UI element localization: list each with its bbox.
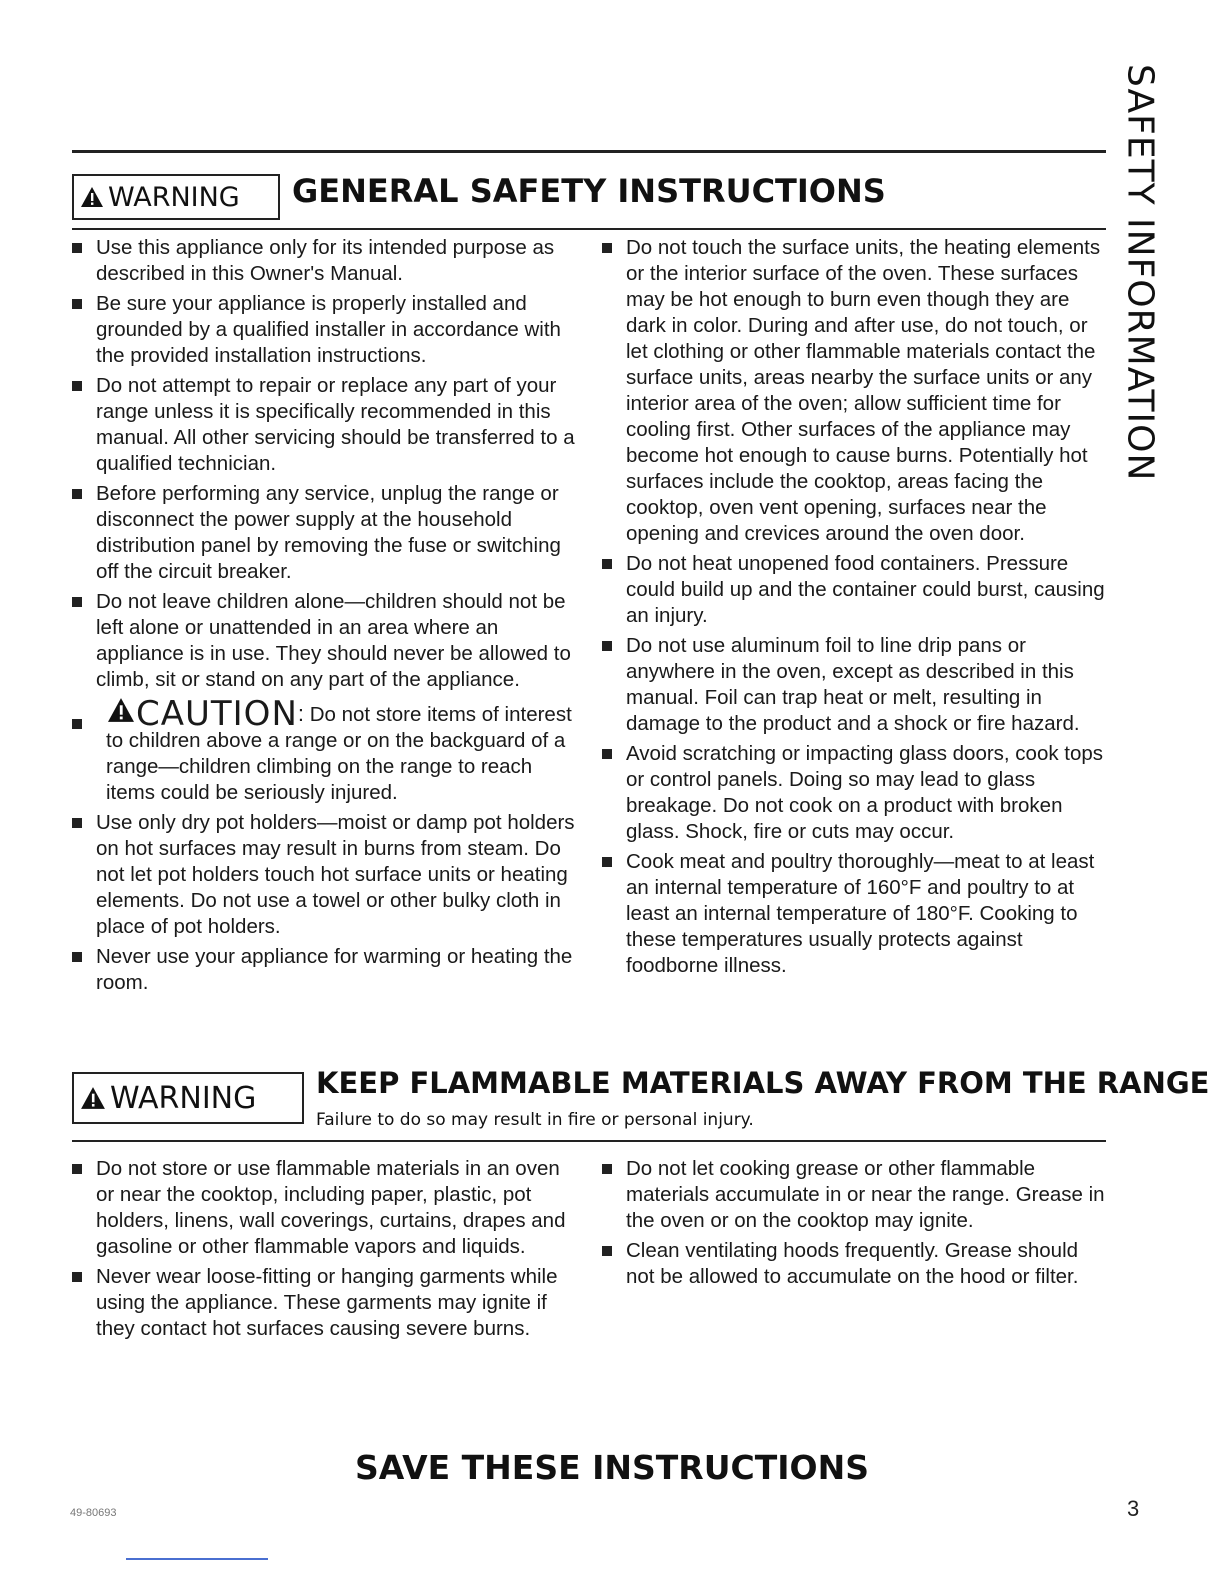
warning-label-box-2 [72, 1072, 304, 1124]
list-item: Do not attempt to repair or replace any part of your range unless it is specifically recommended in this manual. All other servicing should be transferred to a qualified technician. [70, 373, 578, 477]
list-item: Clean ventilating hoods frequently. Grease should not be allowed to accumulate on the hood or filter. [600, 1238, 1106, 1290]
bullet-square-icon [72, 243, 82, 253]
bullet-square-icon [72, 489, 82, 499]
warning-label-1: WARNING [108, 181, 240, 213]
bullet-square-icon [602, 1246, 612, 1256]
bullet-square-icon [602, 243, 612, 253]
list-item: Use this appliance only for its intended purpose as described in this Owner's Manual. [70, 235, 578, 287]
caution-triangle-icon [106, 697, 136, 723]
list-item: Do not leave children alone—children should not be left alone or unattended in an area where an appliance is in use. They should never be allowed to climb, sit or stand on any part of the appliance. [70, 589, 578, 693]
section-title-flammable: KEEP FLAMMABLE MATERIALS AWAY FROM THE RANGE [316, 1066, 1210, 1100]
caution-colon: : [297, 701, 305, 726]
bullet-square-icon [602, 559, 612, 569]
bullet-square-icon [72, 299, 82, 309]
section1-left-list [70, 235, 578, 1000]
bullet-square-icon [72, 719, 82, 729]
warning-label-2: WARNING [110, 1080, 257, 1116]
bullet-square-icon [72, 952, 82, 962]
top-rule [72, 150, 1106, 153]
bullet-square-icon [602, 857, 612, 867]
list-item: Be sure your appliance is properly installed and grounded by a qualified installer in accordance with the provided installation instructions. [70, 291, 578, 369]
list-item: Do not touch the surface units, the heating elements or the interior surface of the oven. These surfaces may be hot enough to burn even though they are dark in color. During and after use, do not touch, or let clothing or other flammable materials contact the surface units, areas nearby the surface units or any interior area of the oven; allow sufficient time for cooling first. Other surfaces of the appliance may become hot enough to cause burns. Potentially hot surfaces include the cooktop, areas facing the cooktop, oven vent opening, surfaces near the opening and crevices around the oven door. [600, 235, 1106, 547]
list-item: Do not heat unopened food containers. Pressure could build up and the container could burst, causing an injury. [600, 551, 1106, 629]
section2-rule [72, 1140, 1106, 1142]
document-number: 49-80693 [70, 1507, 117, 1519]
list-item: Use only dry pot holders—moist or damp pot holders on hot surfaces may result in burns from steam. Do not let pot holders touch hot surface units or heating elements. Do not use a towel or other bulky cloth in place of pot holders. [70, 810, 578, 940]
list-item: Never wear loose-fitting or hanging garments while using the appliance. These garments may ignite if they contact hot surfaces causing severe burns. [70, 1264, 578, 1342]
bullet-square-icon [602, 749, 612, 759]
caution-item [70, 694, 578, 806]
caution-label: CAUTION [136, 694, 298, 734]
section2-left-list [70, 1156, 578, 1346]
section1-rule [72, 228, 1106, 230]
section-title-general-safety: GENERAL SAFETY INSTRUCTIONS [292, 172, 886, 210]
list-item: Before performing any service, unplug the range or disconnect the power supply at the household distribution panel by removing the fuse or switching off the circuit breaker. [70, 481, 578, 585]
bullet-square-icon [602, 1164, 612, 1174]
list-item: Do not store or use flammable materials in an oven or near the cooktop, including paper, plastic, pot holders, linens, wall coverings, curtains, drapes and gasoline or other flammable vapors and liquids. [70, 1156, 578, 1260]
list-item: Avoid scratching or impacting glass doors, cook tops or control panels. Doing so may lead to glass breakage. Do not cook on a product with broken glass. Shock, fire or cuts may occur. [600, 741, 1106, 845]
bullet-square-icon [72, 597, 82, 607]
list-item: Do not use aluminum foil to line drip pans or anywhere in the oven, except as described in this manual. Foil can trap heat or melt, resulting in damage to the product and a shock or fire hazard. [600, 633, 1106, 737]
warning-triangle-icon [80, 186, 104, 208]
side-section-tab-label: SAFETY INFORMATION [1119, 64, 1161, 482]
list-item: Never use your appliance for warming or heating the room. [70, 944, 578, 996]
section2-right-list [600, 1156, 1106, 1294]
section-subtitle-flammable: Failure to do so may result in fire or personal injury. [316, 1110, 754, 1130]
page-number: 3 [1127, 1496, 1140, 1521]
bullet-square-icon [602, 641, 612, 651]
save-instructions-heading: SAVE THESE INSTRUCTIONS [355, 1448, 869, 1487]
warning-triangle-icon [80, 1086, 106, 1110]
bullet-square-icon [72, 381, 82, 391]
footer-link-underline [126, 1558, 268, 1560]
bullet-square-icon [72, 1272, 82, 1282]
bullet-square-icon [72, 1164, 82, 1174]
list-item: Cook meat and poultry thoroughly—meat to at least an internal temperature of 160°F and poultry to at least an internal temperature of 180°F. Cooking to these temperatures usually protects against foodborne illness. [600, 849, 1106, 979]
caution-text: Do not store items of interest to children above a range or on the backguard of a range—children climbing on the range to reach items could be seriously injured. [106, 703, 572, 804]
bullet-square-icon [72, 818, 82, 828]
section1-right-list [600, 235, 1106, 983]
warning-label-box-1 [72, 174, 280, 220]
side-section-tab [1108, 64, 1172, 484]
list-item: Do not let cooking grease or other flammable materials accumulate in or near the range. Grease in the oven or on the cooktop may ignite. [600, 1156, 1106, 1234]
